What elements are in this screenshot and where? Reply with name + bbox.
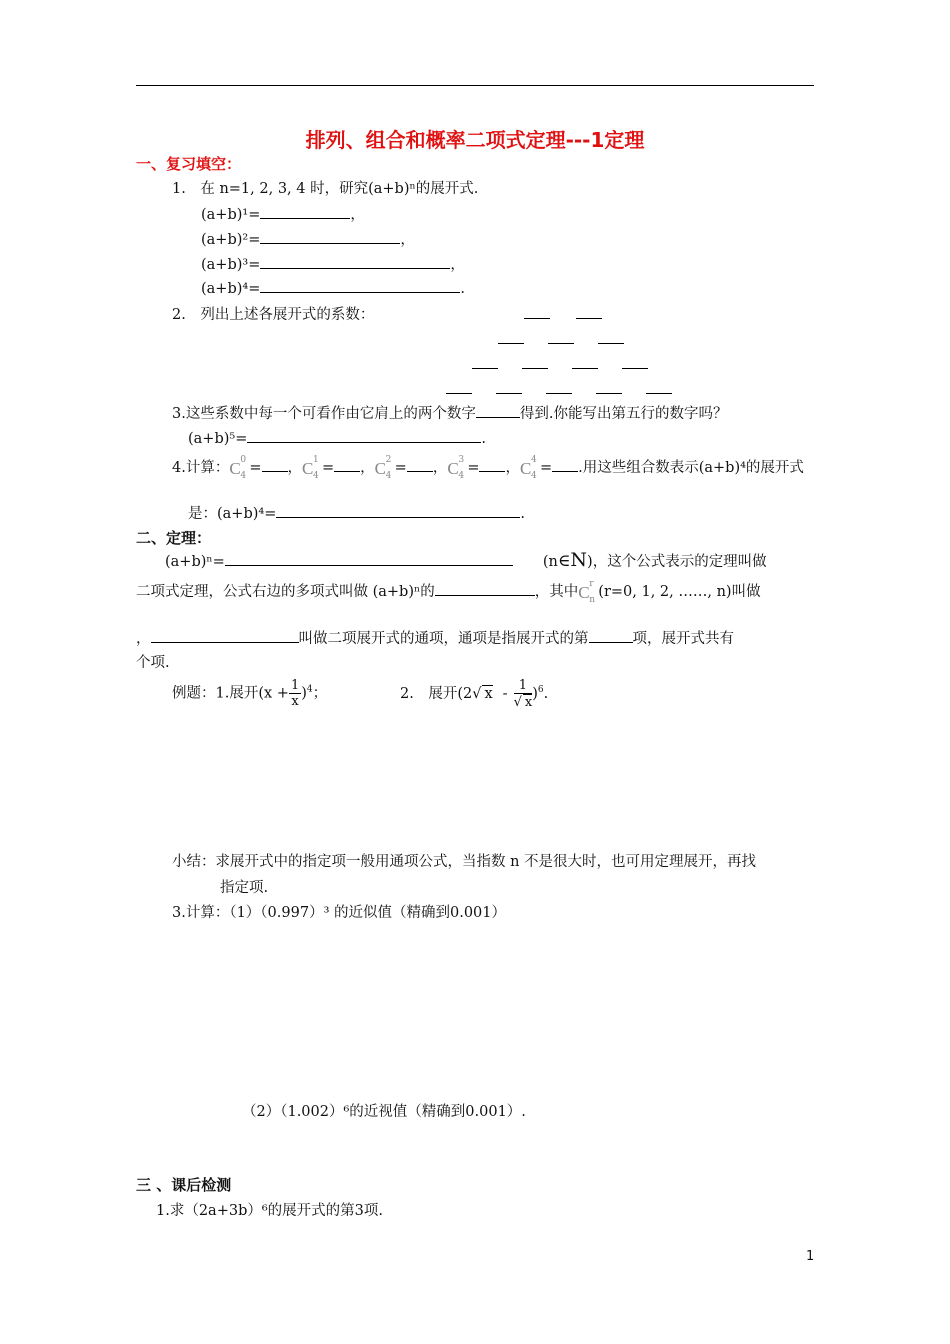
- summary-line-2: 指定项.: [220, 880, 269, 896]
- calc-question-2: （2）（1.002）⁶的近视值（精确到0.001）.: [242, 1104, 526, 1120]
- sqrt-icon: √: [472, 686, 482, 702]
- expansion-n3: (a+b)³= ，: [201, 253, 465, 274]
- answer-blank[interactable]: [247, 428, 481, 443]
- summary-line-1: 小结：求展开式中的指定项一般用通项公式，当指数 n 不是很大时，也可用定理展开，再找: [172, 854, 757, 870]
- triangle-blank[interactable]: [472, 368, 498, 369]
- answer-blank[interactable]: [262, 457, 288, 472]
- calc-question-1: 3.计算：（1）（0.997）³ 的近似值（精确到0.001）: [172, 905, 507, 921]
- combination-c41: C 1 4: [302, 455, 319, 481]
- expansion-n4: (a+b)⁴= .: [201, 278, 465, 297]
- triangle-blank[interactable]: [498, 343, 524, 344]
- answer-blank[interactable]: [479, 457, 505, 472]
- page-title: 排列、组合和概率二项式定理---1定理: [305, 128, 645, 152]
- answer-blank[interactable]: [407, 457, 433, 472]
- header-rule: [136, 85, 814, 86]
- theorem-line-4: 个项.: [136, 655, 170, 671]
- triangle-blank[interactable]: [572, 368, 598, 369]
- triangle-blank[interactable]: [524, 318, 550, 319]
- triangle-blank[interactable]: [646, 393, 672, 394]
- answer-blank[interactable]: [260, 254, 450, 269]
- triangle-blank[interactable]: [548, 343, 574, 344]
- answer-blank[interactable]: [260, 204, 350, 219]
- sqrt-icon: √: [513, 695, 522, 710]
- fraction-1-over-x: $\frac{1}{x}$: [290, 678, 300, 709]
- answer-blank[interactable]: [552, 457, 578, 472]
- answer-blank[interactable]: [589, 628, 633, 643]
- triangle-blank[interactable]: [546, 393, 572, 394]
- expansion-n1: (a+b)¹= ，: [201, 203, 365, 224]
- expansion-n2: (a+b)²= ，: [201, 228, 415, 249]
- answer-blank[interactable]: [260, 229, 400, 244]
- triangle-blank[interactable]: [622, 368, 648, 369]
- question-2: 2. 列出上述各展开式的系数：: [172, 307, 375, 323]
- fraction-1-over-sqrt-x: $\frac{1}{√ x}$: [513, 678, 533, 710]
- question-4: 4.计算： C 0 4 = ， C 1 4 = ， C 2 4 = ， C 3 4 = ， C 4 4 = .用这些组合数表示(a+b)⁴的展开式: [172, 455, 804, 481]
- combination-cnr: C r n: [578, 579, 596, 605]
- example-2: 2. 展开(2√ x - $\frac{1}{√ x}$ )$^6$.: [400, 678, 549, 710]
- answer-blank[interactable]: [476, 403, 520, 418]
- combination-c42: C 2 4: [374, 455, 392, 481]
- combination-c44: C 4 4: [519, 455, 537, 481]
- triangle-blank[interactable]: [446, 393, 472, 394]
- section-2-heading: 二、定理：: [136, 529, 212, 547]
- theorem-line-1: (a+b)ⁿ= (n∈N)，这个公式表示的定理叫做: [165, 549, 767, 571]
- section-1-heading: 一、复习填空：: [136, 155, 242, 173]
- answer-blank[interactable]: [276, 503, 520, 518]
- example-1: 例题：1.展开(x + $\frac{1}{x}$ )$^4$；: [172, 678, 328, 709]
- section-3-heading: 三 、课后检测: [136, 1176, 232, 1194]
- theorem-line-3: ， 叫做二项展开式的通项，通项是指展开式的第 项，展开式共有: [136, 627, 734, 648]
- question-3: 3.这些系数中每一个可看作由它肩上的两个数字 得到.你能写出第五行的数字吗？: [172, 402, 727, 423]
- answer-blank[interactable]: [225, 551, 513, 566]
- triangle-blank[interactable]: [598, 343, 624, 344]
- answer-blank[interactable]: [260, 278, 460, 293]
- triangle-blank[interactable]: [522, 368, 548, 369]
- question-1: 1. 在 n=1, 2, 3, 4 时，研究(a+b)ⁿ的展开式.: [172, 181, 479, 197]
- combination-c43: C 3 4: [447, 455, 465, 481]
- triangle-blank[interactable]: [496, 393, 522, 394]
- answer-blank[interactable]: [151, 628, 299, 643]
- triangle-blank[interactable]: [576, 318, 602, 319]
- page-number: 1: [806, 1249, 815, 1264]
- combination-c40: C 0 4: [229, 455, 247, 481]
- expansion-n5: (a+b)⁵= .: [188, 428, 486, 447]
- check-question-1: 1.求（2a+3b）⁶的展开式的第3项.: [156, 1203, 384, 1219]
- answer-blank[interactable]: [435, 581, 535, 596]
- question-4-expansion: 是：(a+b)⁴= .: [188, 502, 525, 523]
- triangle-blank[interactable]: [596, 393, 622, 394]
- theorem-line-2: 二项式定理，公式右边的多项式叫做 (a+b)ⁿ的 ，其中 C r n (r=0, 1, 2, ……, n)叫做: [136, 579, 761, 605]
- answer-blank[interactable]: [334, 457, 360, 472]
